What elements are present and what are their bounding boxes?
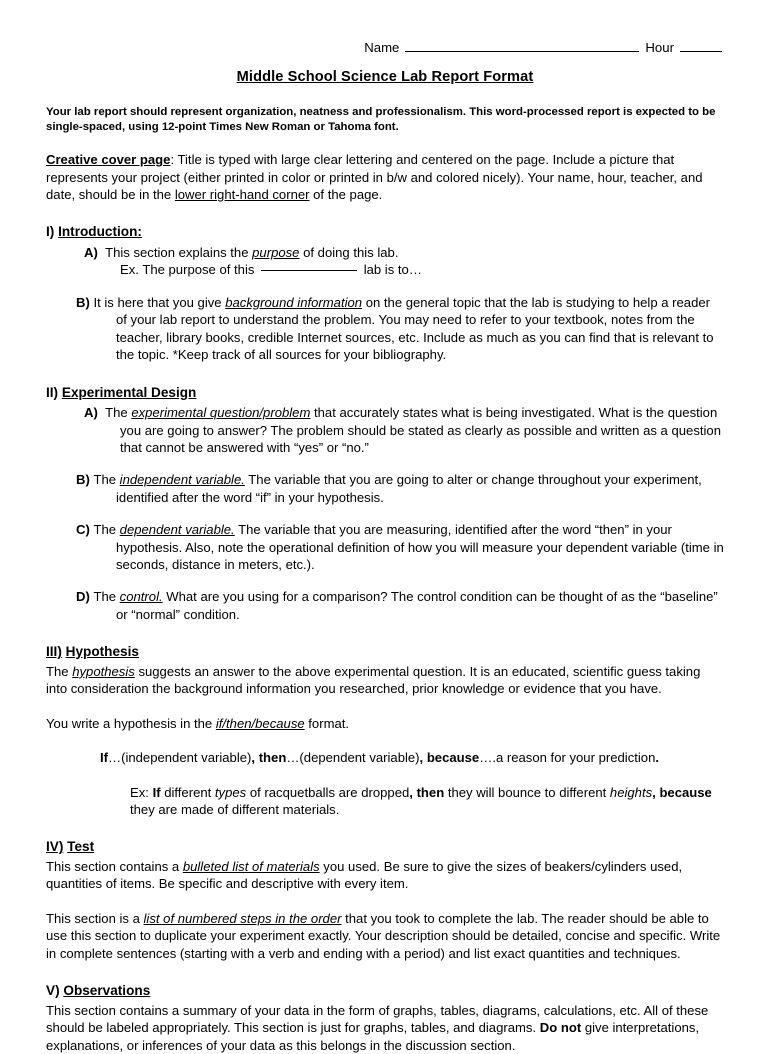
formula-if-rest: …(independent variable) [108, 750, 252, 766]
intro-item-a-letter: A) [84, 245, 98, 261]
design-item-c-emphasis: dependent variable. [119, 522, 235, 538]
test-p1-text-1: This section contains a [46, 859, 183, 875]
design-item-a-letter: A) [84, 405, 98, 421]
cover-page-text-2: of the page. [309, 187, 383, 202]
page-title-text: Middle School Science Lab Report Format [236, 69, 534, 85]
name-label: Name [364, 40, 400, 55]
example-because-keyword: because [659, 784, 712, 800]
section-numeral-v: V) [46, 983, 60, 999]
test-paragraph-1 [46, 858, 724, 893]
cover-page-emphasis: lower right-hand corner [174, 187, 310, 202]
formula-if-keyword: If [100, 750, 108, 766]
design-item-a-text-2: that accurately states what is being investigated. What is the question you are going to answer? The problem should be stated as clearly as possible and written as a question that cannot be answered with “yes” or “no.” [120, 405, 721, 455]
formula-because-rest: ….a reason for your prediction [479, 750, 656, 766]
name-blank-line[interactable] [405, 51, 639, 52]
hypothesis-p1-text-1: The [46, 663, 73, 679]
section-heading-observations [46, 982, 724, 1000]
intro-example-blank[interactable] [261, 270, 357, 271]
design-item-a-text-1: The [105, 405, 132, 421]
cover-page-term: Creative cover page [46, 152, 171, 168]
design-item-d-text-1: The [93, 589, 120, 605]
section-heading-introduction [46, 223, 724, 241]
design-item-d-text-2: What are you using for a comparison? The control condition can be thought of as the “baseline” or “normal” condition. [116, 589, 718, 622]
example-if-keyword: If [152, 784, 161, 800]
hour-label: Hour [645, 40, 674, 55]
design-item-a-emphasis: experimental question/problem [131, 405, 311, 421]
design-item-b-letter: B) [76, 472, 90, 488]
design-item-d-letter: D) [76, 589, 90, 605]
example-prefix: Ex: [130, 784, 153, 800]
example-text-2: of racquetballs are dropped [246, 784, 410, 800]
section-heading-test [46, 838, 724, 856]
test-p2-text-1: This section is a [46, 910, 144, 926]
formula-then-keyword: then [258, 750, 287, 766]
page-title [46, 69, 724, 85]
design-item-b-text-1: The [93, 472, 120, 488]
section-heading-hypothesis [46, 643, 724, 661]
section-numeral-ii: II) [46, 384, 59, 400]
intro-item-a-text-1: This section explains the [105, 245, 253, 261]
observations-emphasis: Do not [539, 1020, 582, 1036]
design-item-c-text-2: The variable that you are measuring, identified after the word “then” in your hypothesis. Also, note the operational definition of how you will measure your dependent variable (time in seconds, distance in meters, etc.). [116, 522, 724, 573]
section-title-test: Test [67, 839, 95, 855]
section-numeral-i: I) [46, 224, 55, 240]
example-emphasis-heights: heights [609, 784, 653, 800]
observations-text-2: give interpretations, explanations, or inferences of your data as this belongs in the discussion section. [46, 1020, 700, 1053]
intro-item-a-emphasis: purpose [252, 245, 300, 261]
section-heading-experimental-design [46, 384, 724, 402]
intro-item-a-text-2: of doing this lab. [299, 245, 399, 261]
design-item-c-text-1: The [93, 522, 120, 538]
design-item-b-text-2: The variable that you are going to alter or change throughout your experiment, identified after the word “if” in your hypothesis. [116, 472, 702, 505]
hypothesis-p1-text-2: suggests an answer to the above experimental question. It is an educated, scientific guess taking into consideration the background information you researched, prior knowledge or evidence that you have. [46, 663, 701, 697]
hypothesis-p1-emphasis: hypothesis [72, 663, 135, 679]
design-item-c [46, 521, 724, 573]
design-item-c-letter: C) [76, 522, 90, 538]
name-hour-header [46, 40, 724, 55]
lead-paragraph: Your lab report should represent organization, neatness and professionalism. This word-processed report is expected to be single-spaced, using 12-point Times New Roman or Tahoma font. [46, 106, 716, 133]
intro-item-b-text-2: on the general topic that the lab is studying to help a reader of your lab report to understand the problem. You may need to refer to your textbook, notes from the teacher, library books, credible Internet sources, etc. Include as much as you can find that is relevant to the topic. *Keep track of all sources for your bibliography. [116, 294, 714, 363]
hypothesis-paragraph-1 [46, 663, 724, 698]
cover-page-text-1: : Title is typed with large clear lettering and centered on the page. Include a picture that represents your project (either printed in color or printed in b/w and colored nicely). Your name, hour, teacher, and date, should be in the [46, 152, 703, 202]
section-numeral-iii: III) [46, 644, 62, 660]
hypothesis-p2-emphasis: if/then/because [215, 715, 305, 731]
hypothesis-p2-text-2: format. [304, 715, 350, 731]
observations-paragraph [46, 1002, 724, 1054]
example-then-keyword: then [416, 784, 445, 800]
intro-item-a [46, 244, 724, 261]
design-item-b [46, 471, 724, 506]
example-text-3: they will bounce to different [444, 784, 610, 800]
hour-blank-line[interactable] [680, 51, 722, 52]
example-text-1: different [160, 784, 215, 800]
hypothesis-example-line: Ex: If different types of racquetballs are dropped, then they will bounce to different heights, because they are made of different materials. [130, 784, 712, 817]
design-item-d-emphasis: control. [119, 589, 163, 605]
hypothesis-formula-line: If…(independent variable), then…(dependent variable), because….a reason for your prediction. [100, 750, 660, 766]
section-title-hypothesis: Hypothesis [65, 644, 139, 660]
test-p2-emphasis: list of numbered steps in the order [143, 910, 342, 926]
example-emphasis-types: types [214, 784, 247, 800]
section-numeral-iv: IV) [46, 839, 64, 855]
design-item-a [46, 404, 724, 456]
formula-then-rest: …(dependent variable) [286, 750, 420, 766]
test-p2-text-2: that you took to complete the lab. The reader should be able to use this section to duplicate your experiment exactly. Your description should be detailed, concise and specific. Write in complete sentences (starting with a verb and ending with a period) and list exact quantities and techniques. [46, 910, 721, 961]
example-text-4: they are made of different materials. [130, 801, 340, 817]
cover-page-paragraph [46, 151, 724, 203]
observations-text-1: This section contains a summary of your data in the form of graphs, tables, diagrams, calculations, etc. All of these should be labeled appropriately. This section is just for graphs, tables, and diagrams. [46, 1002, 709, 1036]
design-item-b-emphasis: independent variable. [119, 472, 245, 488]
hypothesis-p2-text-1: You write a hypothesis in the [46, 715, 216, 731]
section-title-observations: Observations [63, 983, 151, 999]
intro-example-text-1: Ex. The purpose of this [120, 262, 259, 278]
intro-item-b-letter: B) [76, 294, 90, 310]
intro-item-a-example [46, 261, 724, 278]
intro-item-b-emphasis: background information [225, 294, 363, 310]
test-p1-emphasis: bulleted list of materials [182, 859, 320, 875]
test-p1-text-2: you used. Be sure to give the sizes of beakers/cylinders used, quantities of items. Be specific and descriptive with every item. [46, 859, 683, 892]
formula-because-keyword: because [426, 750, 480, 766]
hypothesis-paragraph-2 [46, 715, 724, 732]
intro-example-text-2: lab is to… [360, 262, 422, 278]
test-paragraph-2 [46, 910, 724, 962]
section-title-experimental-design: Experimental Design [61, 384, 197, 400]
intro-item-b-text-1: It is here that you give [93, 294, 226, 310]
design-item-d [46, 588, 724, 623]
section-title-introduction: Introduction: [58, 224, 142, 240]
intro-item-b [46, 294, 724, 364]
